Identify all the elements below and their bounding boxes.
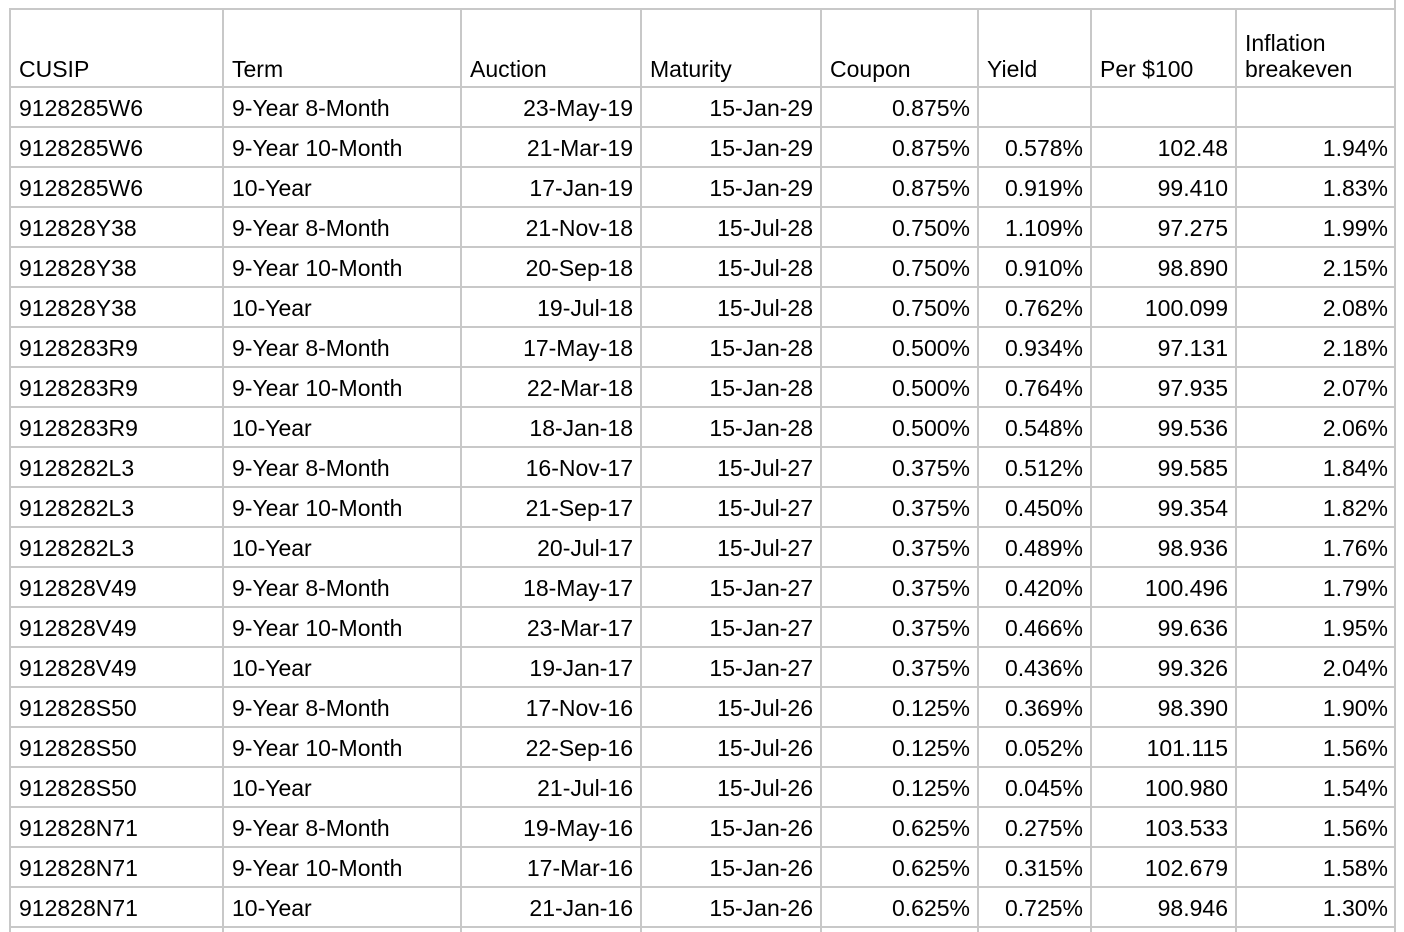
table-row — [10, 647, 1396, 687]
cell-inflation-breakeven[interactable]: 2.15% — [1236, 247, 1396, 287]
cell-cusip[interactable]: 9128283R9 — [10, 367, 223, 407]
cell-auction[interactable]: 18-Jan-18 — [461, 407, 641, 447]
cell-auction[interactable]: 21-Jul-16 — [461, 767, 641, 807]
cell-maturity[interactable]: 15-Jul-27 — [641, 447, 821, 487]
cell-cusip[interactable]: 912828V49 — [10, 607, 223, 647]
cell-term[interactable]: 10-Year — [223, 407, 461, 447]
cell-yield[interactable]: 0.450% — [978, 487, 1091, 527]
cell-auction[interactable] — [461, 927, 641, 932]
cell-maturity[interactable]: 15-Jan-28 — [641, 407, 821, 447]
cell-term[interactable]: 9-Year 10-Month — [223, 367, 461, 407]
cell-yield[interactable]: 0.762% — [978, 287, 1091, 327]
cell-term[interactable]: 10-Year — [223, 767, 461, 807]
cell-auction[interactable]: 22-Mar-18 — [461, 367, 641, 407]
cell-inflation-breakeven[interactable]: 1.56% — [1236, 807, 1396, 847]
cell-inflation-breakeven[interactable]: 1.79% — [1236, 567, 1396, 607]
cell-term[interactable]: 9-Year 8-Month — [223, 807, 461, 847]
cell-inflation-breakeven[interactable]: 1.56% — [1236, 727, 1396, 767]
header-term[interactable]: Term — [223, 9, 461, 87]
table-row — [10, 167, 1396, 207]
cell-maturity[interactable]: 15-Jul-26 — [641, 687, 821, 727]
cell-cusip[interactable]: 912828N71 — [10, 887, 223, 927]
header-coupon[interactable]: Coupon — [821, 9, 978, 87]
cell-maturity[interactable]: 15-Jan-29 — [641, 167, 821, 207]
cell-yield[interactable]: 0.275% — [978, 807, 1091, 847]
cell-maturity[interactable]: 15-Jan-26 — [641, 847, 821, 887]
cell-inflation-breakeven[interactable] — [1236, 87, 1396, 127]
cell-cusip[interactable]: 912828Y38 — [10, 287, 223, 327]
cell-term[interactable]: 9-Year 10-Month — [223, 247, 461, 287]
cell-per-100[interactable]: 99.326 — [1091, 647, 1236, 687]
cell-auction[interactable]: 16-Nov-17 — [461, 447, 641, 487]
header-per-100[interactable]: Per $100 — [1091, 9, 1236, 87]
cell-term[interactable]: 10-Year — [223, 887, 461, 927]
cell-coupon[interactable] — [821, 927, 978, 932]
cell-per-100[interactable]: 97.131 — [1091, 327, 1236, 367]
table-row — [10, 727, 1396, 767]
cell-per-100[interactable] — [1091, 87, 1236, 127]
cell-maturity[interactable] — [641, 927, 821, 932]
cell-yield[interactable]: 0.466% — [978, 607, 1091, 647]
cell-maturity[interactable]: 15-Jul-26 — [641, 727, 821, 767]
tips-auction-table — [9, 8, 1397, 932]
header-yield[interactable]: Yield — [978, 9, 1091, 87]
cell-per-100[interactable]: 98.390 — [1091, 687, 1236, 727]
cell-term[interactable]: 10-Year — [223, 527, 461, 567]
cell-maturity[interactable]: 15-Jul-26 — [641, 767, 821, 807]
cell-yield[interactable]: 0.919% — [978, 167, 1091, 207]
cell-term[interactable]: 9-Year 8-Month — [223, 87, 461, 127]
cell-term[interactable]: 9-Year 8-Month — [223, 207, 461, 247]
cell-inflation-breakeven[interactable]: 1.83% — [1236, 167, 1396, 207]
cell-maturity[interactable]: 15-Jul-28 — [641, 287, 821, 327]
cell-yield[interactable]: 0.052% — [978, 727, 1091, 767]
table-row — [10, 607, 1396, 647]
header-row — [10, 9, 1396, 87]
cell-cusip[interactable]: 912828Y38 — [10, 247, 223, 287]
cell-inflation-breakeven[interactable]: 2.07% — [1236, 367, 1396, 407]
cell-coupon[interactable]: 0.125% — [821, 727, 978, 767]
cell-auction[interactable]: 19-May-16 — [461, 807, 641, 847]
cell-maturity[interactable]: 15-Jan-27 — [641, 647, 821, 687]
cell-term[interactable]: 10-Year — [223, 287, 461, 327]
cell-per-100[interactable]: 100.099 — [1091, 287, 1236, 327]
cell-cusip[interactable]: 912828S50 — [10, 687, 223, 727]
cell-per-100[interactable]: 99.585 — [1091, 447, 1236, 487]
spreadsheet — [9, 8, 1404, 932]
cell-cusip[interactable]: 912828V49 — [10, 567, 223, 607]
cell-term[interactable]: 9-Year 10-Month — [223, 847, 461, 887]
table-row — [10, 287, 1396, 327]
cell-cusip[interactable]: 9128283R9 — [10, 407, 223, 447]
table-row — [10, 887, 1396, 927]
table-row — [10, 687, 1396, 727]
cell-auction[interactable]: 21-Nov-18 — [461, 207, 641, 247]
cell-cusip[interactable]: 912828Y38 — [10, 207, 223, 247]
cell-inflation-breakeven[interactable]: 1.76% — [1236, 527, 1396, 567]
cell-coupon[interactable]: 0.375% — [821, 647, 978, 687]
cell-per-100[interactable]: 99.636 — [1091, 607, 1236, 647]
cell-yield[interactable]: 0.369% — [978, 687, 1091, 727]
cell-term[interactable]: 9-Year 10-Month — [223, 727, 461, 767]
cell-term[interactable] — [223, 927, 461, 932]
cell-inflation-breakeven[interactable]: 1.58% — [1236, 847, 1396, 887]
header-cusip[interactable]: CUSIP — [10, 9, 223, 87]
cell-per-100[interactable]: 103.533 — [1091, 807, 1236, 847]
cell-auction[interactable]: 17-Mar-16 — [461, 847, 641, 887]
cell-coupon[interactable]: 0.500% — [821, 327, 978, 367]
cell-term[interactable]: 9-Year 8-Month — [223, 327, 461, 367]
cell-maturity[interactable]: 15-Jan-26 — [641, 887, 821, 927]
cell-inflation-breakeven[interactable]: 1.95% — [1236, 607, 1396, 647]
cell-yield[interactable] — [978, 927, 1091, 932]
cell-yield[interactable]: 0.934% — [978, 327, 1091, 367]
cell-inflation-breakeven[interactable]: 1.30% — [1236, 887, 1396, 927]
cell-yield[interactable]: 0.910% — [978, 247, 1091, 287]
cell-maturity[interactable]: 15-Jan-27 — [641, 567, 821, 607]
cell-cusip[interactable]: 912828S50 — [10, 767, 223, 807]
cell-term[interactable]: 9-Year 10-Month — [223, 607, 461, 647]
table-row — [10, 487, 1396, 527]
cell-maturity[interactable]: 15-Jul-28 — [641, 207, 821, 247]
cell-per-100[interactable]: 97.275 — [1091, 207, 1236, 247]
cell-coupon[interactable]: 0.125% — [821, 767, 978, 807]
cell-per-100[interactable]: 97.935 — [1091, 367, 1236, 407]
cell-maturity[interactable]: 15-Jan-29 — [641, 87, 821, 127]
cell-coupon[interactable]: 0.625% — [821, 847, 978, 887]
cell-maturity[interactable]: 15-Jul-28 — [641, 247, 821, 287]
cell-maturity[interactable]: 15-Jan-29 — [641, 127, 821, 167]
cell-auction[interactable]: 17-Jan-19 — [461, 167, 641, 207]
cell-per-100[interactable]: 98.936 — [1091, 527, 1236, 567]
cell-per-100[interactable]: 100.980 — [1091, 767, 1236, 807]
cell-term[interactable]: 9-Year 10-Month — [223, 487, 461, 527]
header-inflation-breakeven[interactable]: Inflation breakeven — [1236, 9, 1396, 87]
cell-term[interactable]: 10-Year — [223, 647, 461, 687]
cell-inflation-breakeven[interactable]: 1.84% — [1236, 447, 1396, 487]
cell-yield[interactable]: 0.725% — [978, 887, 1091, 927]
cell-coupon[interactable]: 0.750% — [821, 247, 978, 287]
cell-cusip[interactable] — [10, 927, 223, 932]
cell-inflation-breakeven[interactable]: 1.82% — [1236, 487, 1396, 527]
cell-auction[interactable]: 20-Sep-18 — [461, 247, 641, 287]
cell-coupon[interactable]: 0.500% — [821, 407, 978, 447]
cell-yield[interactable]: 0.512% — [978, 447, 1091, 487]
table-row — [10, 247, 1396, 287]
cell-auction[interactable]: 21-Mar-19 — [461, 127, 641, 167]
cell-per-100[interactable]: 99.354 — [1091, 487, 1236, 527]
cell-yield[interactable]: 0.764% — [978, 367, 1091, 407]
cell-cusip[interactable]: 9128283R9 — [10, 327, 223, 367]
cell-auction[interactable]: 17-Nov-16 — [461, 687, 641, 727]
cell-coupon[interactable]: 0.500% — [821, 367, 978, 407]
cell-auction[interactable]: 19-Jan-17 — [461, 647, 641, 687]
cell-yield[interactable] — [978, 87, 1091, 127]
table-row — [10, 807, 1396, 847]
cell-inflation-breakeven[interactable]: 1.94% — [1236, 127, 1396, 167]
cell-cusip[interactable]: 9128282L3 — [10, 527, 223, 567]
cell-per-100[interactable]: 102.679 — [1091, 847, 1236, 887]
cell-inflation-breakeven[interactable]: 1.99% — [1236, 207, 1396, 247]
cell-coupon[interactable]: 0.750% — [821, 207, 978, 247]
cell-yield[interactable]: 0.578% — [978, 127, 1091, 167]
cell-auction[interactable]: 23-Mar-17 — [461, 607, 641, 647]
table-row — [10, 847, 1396, 887]
cell-term[interactable]: 9-Year 8-Month — [223, 447, 461, 487]
table-row — [10, 447, 1396, 487]
cell-term[interactable]: 10-Year — [223, 167, 461, 207]
cell-maturity[interactable]: 15-Jul-27 — [641, 487, 821, 527]
cell-coupon[interactable]: 0.125% — [821, 687, 978, 727]
cell-yield[interactable]: 0.548% — [978, 407, 1091, 447]
cell-inflation-breakeven[interactable]: 1.54% — [1236, 767, 1396, 807]
cell-coupon[interactable]: 0.375% — [821, 607, 978, 647]
cell-yield[interactable]: 0.420% — [978, 567, 1091, 607]
cell-per-100[interactable]: 99.410 — [1091, 167, 1236, 207]
cell-coupon[interactable]: 0.625% — [821, 887, 978, 927]
cell-maturity[interactable]: 15-Jan-28 — [641, 367, 821, 407]
header-maturity[interactable]: Maturity — [641, 9, 821, 87]
cell-coupon[interactable]: 0.875% — [821, 167, 978, 207]
cell-maturity[interactable]: 15-Jan-27 — [641, 607, 821, 647]
cell-maturity[interactable]: 15-Jan-26 — [641, 807, 821, 847]
cell-cusip[interactable]: 9128285W6 — [10, 167, 223, 207]
table-row — [10, 87, 1396, 127]
cell-auction[interactable]: 20-Jul-17 — [461, 527, 641, 567]
cell-term[interactable]: 9-Year 8-Month — [223, 567, 461, 607]
table-row — [10, 567, 1396, 607]
cell-cusip[interactable]: 912828N71 — [10, 847, 223, 887]
cell-auction[interactable]: 21-Jan-16 — [461, 887, 641, 927]
table-row — [10, 207, 1396, 247]
cell-auction[interactable]: 23-May-19 — [461, 87, 641, 127]
table-row — [10, 527, 1396, 567]
cell-yield[interactable]: 1.109% — [978, 207, 1091, 247]
cell-cusip[interactable]: 9128285W6 — [10, 127, 223, 167]
table-row — [10, 407, 1396, 447]
cell-yield[interactable]: 0.315% — [978, 847, 1091, 887]
cell-inflation-breakeven[interactable] — [1236, 927, 1396, 932]
cell-auction[interactable]: 17-May-18 — [461, 327, 641, 367]
cell-per-100[interactable] — [1091, 927, 1236, 932]
cell-auction[interactable]: 22-Sep-16 — [461, 727, 641, 767]
sheet-right-edge — [1394, 0, 1404, 932]
cell-maturity[interactable]: 15-Jan-28 — [641, 327, 821, 367]
cell-cusip[interactable]: 9128282L3 — [10, 487, 223, 527]
cell-cusip[interactable]: 912828V49 — [10, 647, 223, 687]
cell-term[interactable]: 9-Year 8-Month — [223, 687, 461, 727]
cell-coupon[interactable]: 0.750% — [821, 287, 978, 327]
cell-coupon[interactable]: 0.875% — [821, 127, 978, 167]
header-auction[interactable]: Auction — [461, 9, 641, 87]
cell-cusip[interactable]: 9128285W6 — [10, 87, 223, 127]
cell-yield[interactable]: 0.489% — [978, 527, 1091, 567]
cell-coupon[interactable]: 0.375% — [821, 567, 978, 607]
cell-yield[interactable]: 0.045% — [978, 767, 1091, 807]
cell-coupon[interactable]: 0.375% — [821, 527, 978, 567]
cell-per-100[interactable]: 98.890 — [1091, 247, 1236, 287]
cell-coupon[interactable]: 0.375% — [821, 487, 978, 527]
cell-per-100[interactable]: 102.48 — [1091, 127, 1236, 167]
cell-inflation-breakeven[interactable]: 1.90% — [1236, 687, 1396, 727]
table-row — [10, 927, 1396, 932]
cell-inflation-breakeven[interactable]: 2.18% — [1236, 327, 1396, 367]
cell-yield[interactable]: 0.436% — [978, 647, 1091, 687]
cell-auction[interactable]: 19-Jul-18 — [461, 287, 641, 327]
cell-coupon[interactable]: 0.375% — [821, 447, 978, 487]
table-body — [10, 87, 1396, 932]
cell-cusip[interactable]: 9128282L3 — [10, 447, 223, 487]
cell-cusip[interactable]: 912828N71 — [10, 807, 223, 847]
table-row — [10, 367, 1396, 407]
cell-inflation-breakeven[interactable]: 2.08% — [1236, 287, 1396, 327]
cell-coupon[interactable]: 0.875% — [821, 87, 978, 127]
table-row — [10, 327, 1396, 367]
cell-cusip[interactable]: 912828S50 — [10, 727, 223, 767]
cell-per-100[interactable]: 100.496 — [1091, 567, 1236, 607]
cell-per-100[interactable]: 99.536 — [1091, 407, 1236, 447]
cell-auction[interactable]: 21-Sep-17 — [461, 487, 641, 527]
cell-maturity[interactable]: 15-Jul-27 — [641, 527, 821, 567]
cell-auction[interactable]: 18-May-17 — [461, 567, 641, 607]
table-row — [10, 767, 1396, 807]
cell-term[interactable]: 9-Year 10-Month — [223, 127, 461, 167]
cell-coupon[interactable]: 0.625% — [821, 807, 978, 847]
table-row — [10, 127, 1396, 167]
cell-per-100[interactable]: 101.115 — [1091, 727, 1236, 767]
cell-inflation-breakeven[interactable]: 2.04% — [1236, 647, 1396, 687]
cell-per-100[interactable]: 98.946 — [1091, 887, 1236, 927]
cell-inflation-breakeven[interactable]: 2.06% — [1236, 407, 1396, 447]
